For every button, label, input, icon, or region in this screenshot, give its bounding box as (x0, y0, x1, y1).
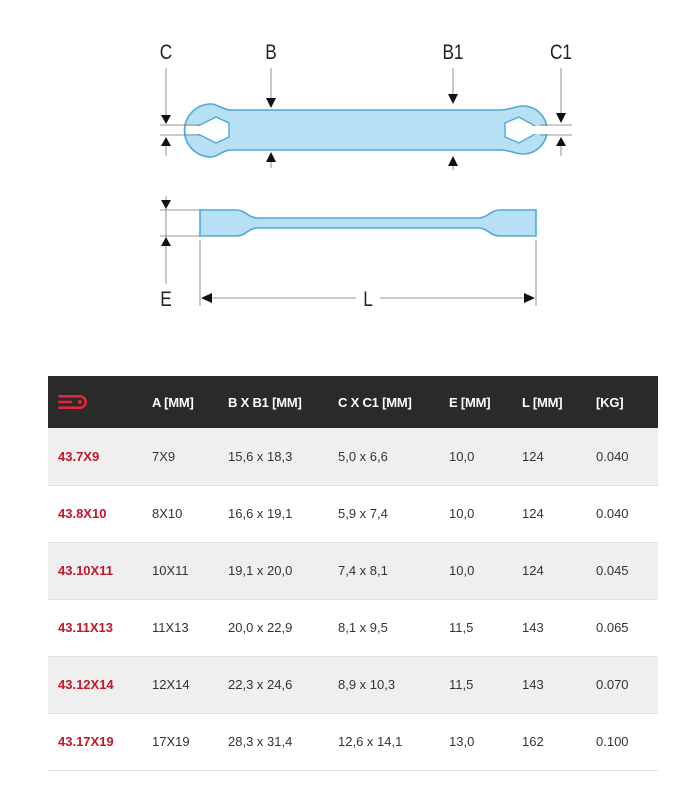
cell-l: 162 (522, 734, 544, 749)
table-row (48, 599, 658, 656)
cell-a: 8X10 (152, 506, 183, 521)
wrench-top-view (185, 104, 551, 157)
label-b1: B1 (442, 41, 464, 65)
table-row (48, 542, 658, 599)
cell-cxc1: 12,6 x 14,1 (338, 734, 403, 749)
header-l: L [MM] (522, 394, 563, 410)
header-bxb1: B X B1 [MM] (228, 394, 302, 410)
cell-kg: 0.045 (596, 563, 629, 578)
table-row (48, 485, 658, 542)
cell-kg: 0.040 (596, 506, 629, 521)
label-l: L (363, 288, 373, 312)
table-header-row (48, 376, 658, 428)
cell-e: 10,0 (449, 506, 475, 521)
label-e: E (160, 288, 172, 312)
cell-bxb1: 28,3 x 31,4 (228, 734, 293, 749)
cell-kg: 0.100 (596, 734, 629, 749)
label-c1: C1 (550, 41, 572, 65)
cell-cxc1: 5,9 x 7,4 (338, 506, 388, 521)
cell-e: 10,0 (449, 563, 475, 578)
table-row (48, 428, 658, 485)
header-cxc1: C X C1 [MM] (338, 394, 412, 410)
dimension-markers (160, 68, 572, 306)
cell-bxb1: 22,3 x 24,6 (228, 677, 293, 692)
cell-a: 17X19 (152, 734, 190, 749)
spec-table (48, 376, 658, 771)
cell-e: 10,0 (449, 448, 475, 464)
cell-l: 143 (522, 677, 544, 692)
cell-e: 13,0 (449, 734, 475, 749)
header-e: E [MM] (449, 394, 491, 410)
cell-cxc1: 8,9 x 10,3 (338, 677, 396, 692)
cell-ref: 43.10X11 (58, 563, 113, 578)
cell-ref: 43.12X14 (58, 677, 114, 692)
header-a: A [MM] (152, 394, 194, 410)
table-row (48, 713, 658, 770)
cell-l: 124 (522, 506, 544, 521)
label-b: B (265, 41, 277, 65)
wrench-side-view (200, 210, 536, 236)
cell-kg: 0.040 (596, 448, 629, 464)
table-row (48, 656, 658, 713)
brand-logo (48, 376, 152, 428)
label-c: C (159, 41, 173, 65)
cell-l: 124 (522, 448, 544, 464)
cell-a: 12X14 (152, 677, 190, 692)
cell-cxc1: 7,4 x 8,1 (338, 563, 388, 578)
cell-ref: 43.17X19 (58, 734, 114, 749)
cell-ref: 43.7X9 (58, 448, 100, 464)
cell-ref: 43.8X10 (58, 506, 107, 521)
cell-a: 10X11 (152, 563, 189, 578)
cell-cxc1: 8,1 x 9,5 (338, 620, 388, 635)
cell-bxb1: 16,6 x 19,1 (228, 506, 293, 521)
cell-bxb1: 20,0 x 22,9 (228, 620, 293, 635)
brand-logo-icon (58, 394, 88, 410)
cell-l: 124 (522, 563, 544, 578)
cell-e: 11,5 (449, 620, 474, 635)
cell-ref: 43.11X13 (58, 620, 113, 635)
cell-kg: 0.065 (596, 620, 629, 635)
cell-kg: 0.070 (596, 677, 629, 692)
wrench-dimension-diagram (0, 0, 700, 330)
cell-bxb1: 15,6 x 18,3 (228, 448, 293, 464)
cell-cxc1: 5,0 x 6,6 (338, 448, 388, 464)
cell-a: 7X9 (152, 448, 176, 464)
cell-a: 11X13 (152, 620, 189, 635)
cell-bxb1: 19,1 x 20,0 (228, 563, 293, 578)
cell-l: 143 (522, 620, 544, 635)
header-kg: [KG] (596, 394, 624, 410)
cell-e: 11,5 (449, 677, 474, 692)
